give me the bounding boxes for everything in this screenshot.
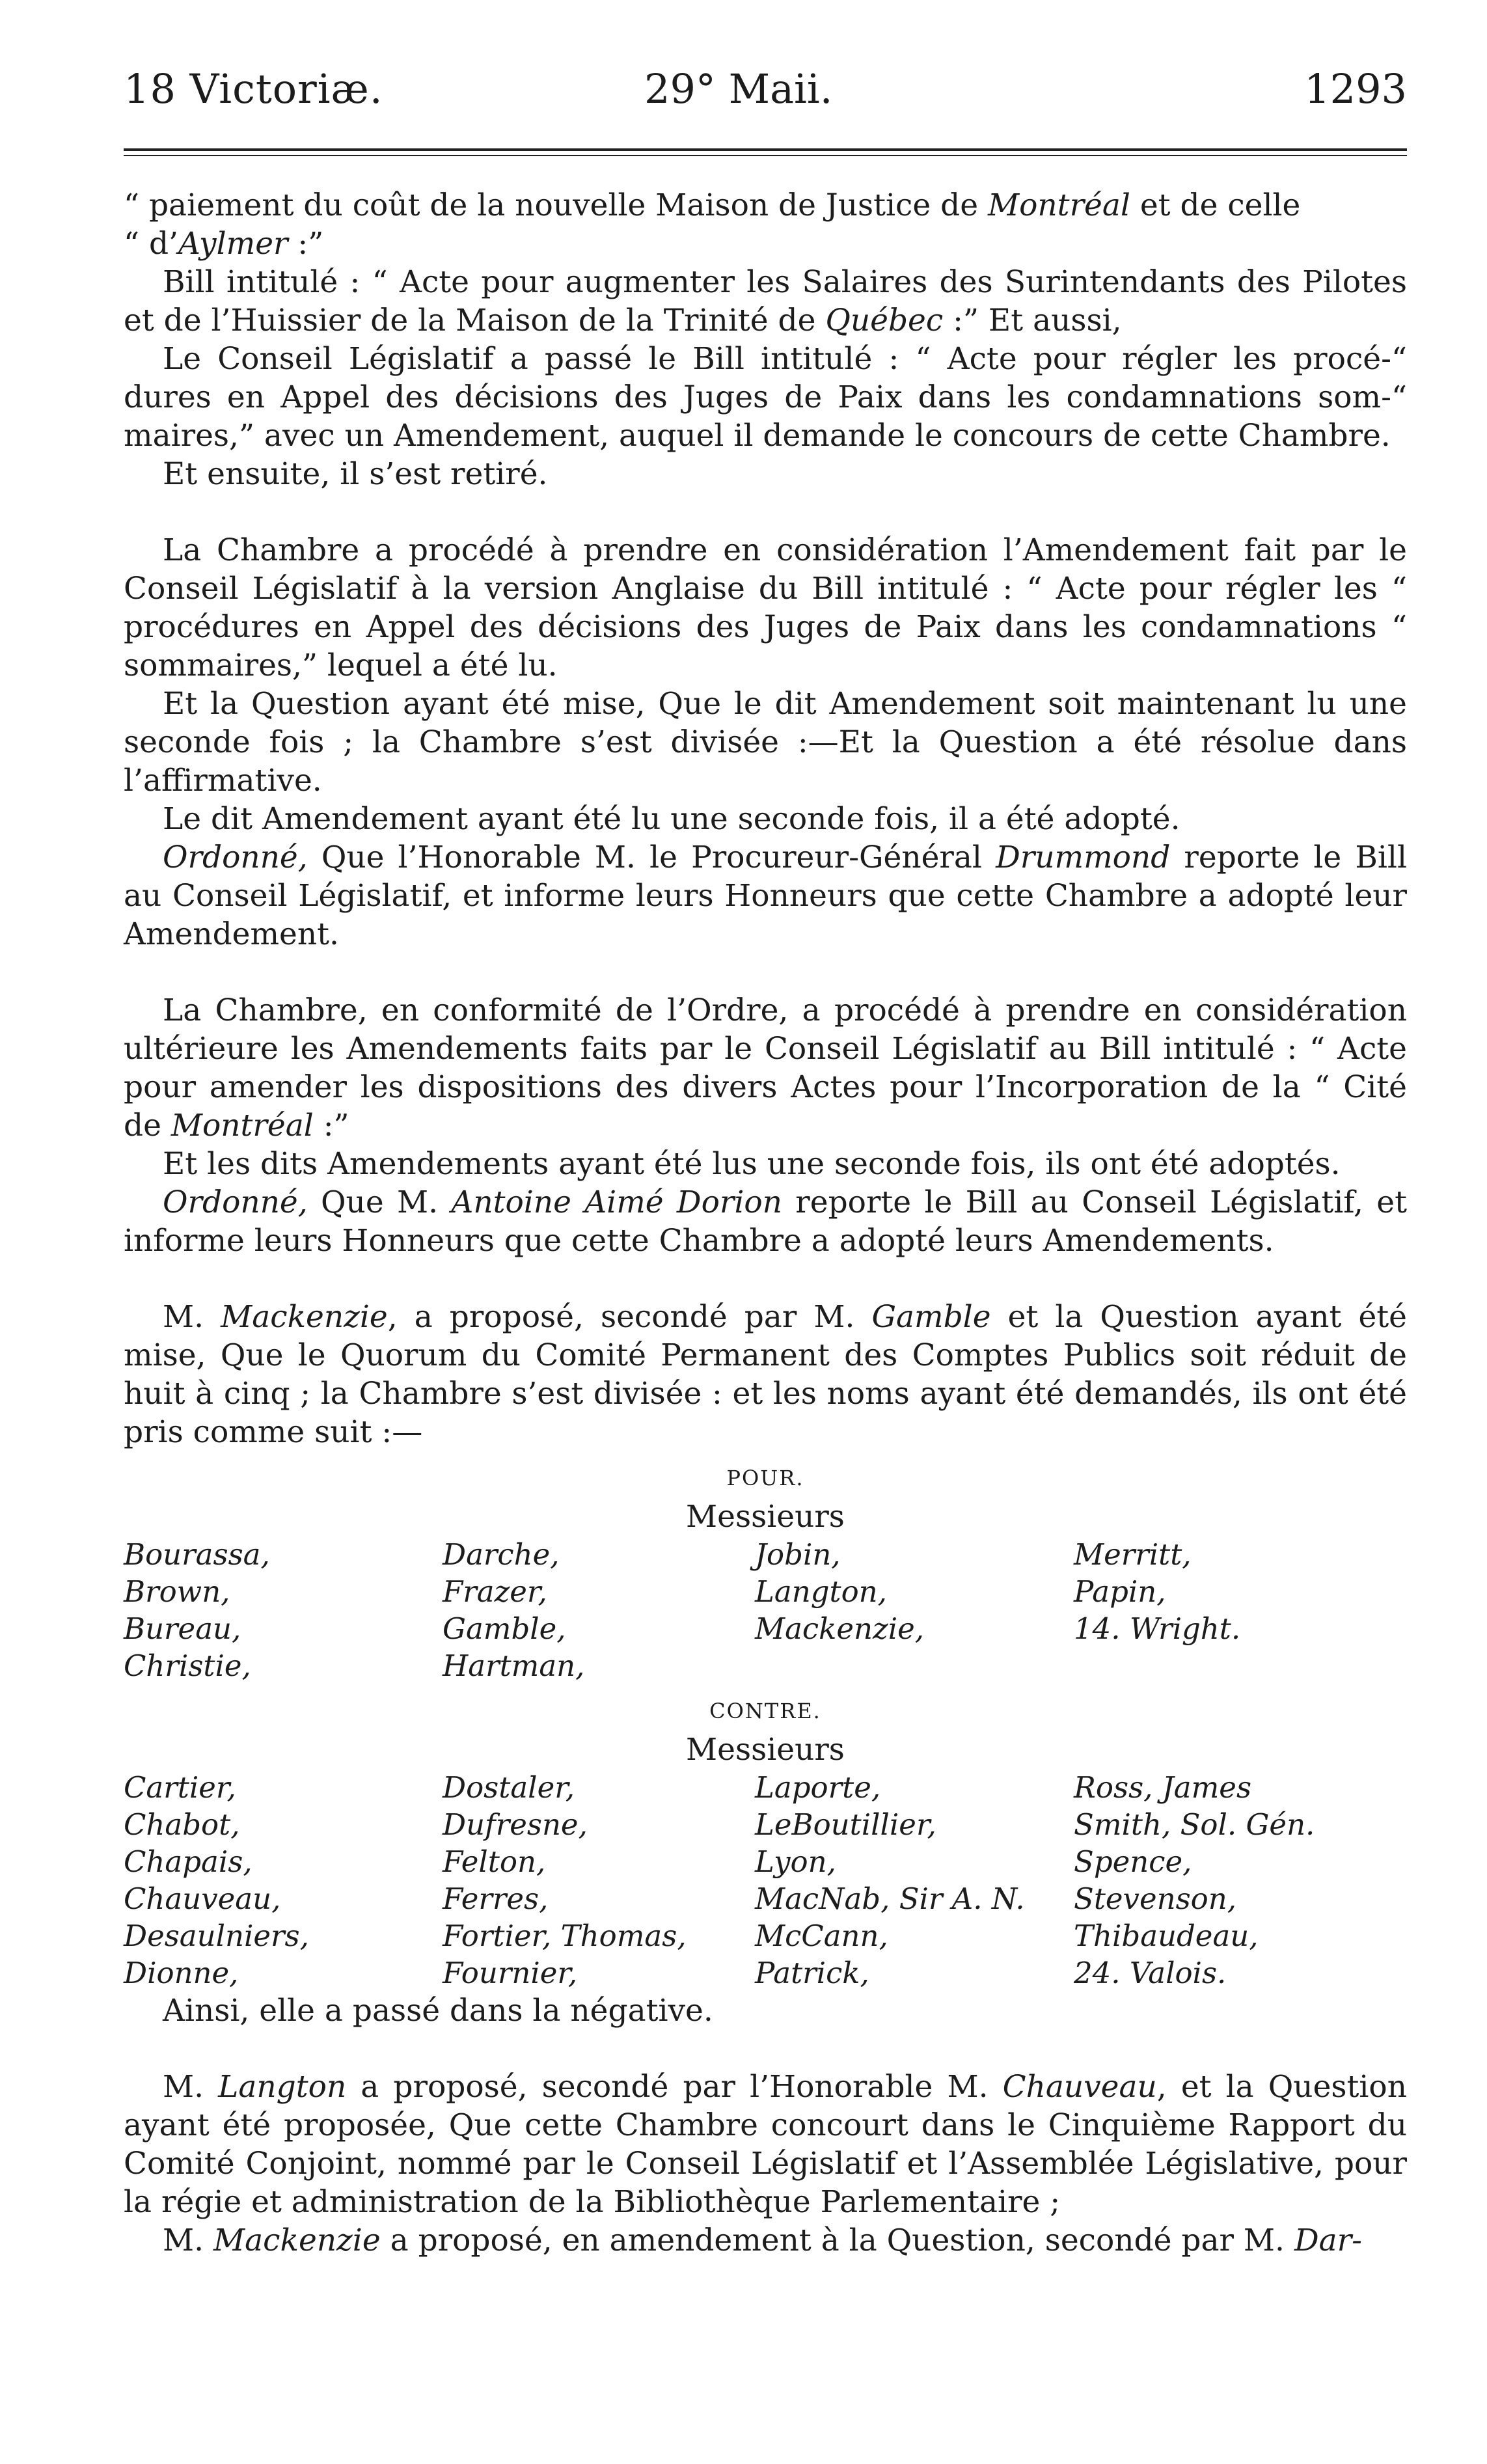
member-name: Ross, James xyxy=(1074,1770,1252,1805)
page-header xyxy=(124,52,1407,124)
member-name: Patrick, xyxy=(755,1956,869,1990)
page-number: 1293 xyxy=(1304,65,1407,113)
member-name: Chauveau, xyxy=(124,1882,281,1916)
member-name: Fournier, xyxy=(443,1956,578,1990)
paragraph: M. Mackenzie, a proposé, secondé par M. Gamble et la Question ayant été mise, Que le Quorum du Comité Permanent des Comptes Publics soit réduit de huit à cinq ; la Chambre s’est divisée : et les noms ayant été demandés, ils ont été pris comme suit :— xyxy=(124,1299,1407,1450)
member-name: Stevenson, xyxy=(1074,1882,1237,1916)
member-name: Smith, Sol. Gén. xyxy=(1074,1807,1315,1842)
member-name: Lyon, xyxy=(755,1844,836,1879)
vote-table-contre xyxy=(124,1769,1407,1992)
member-name: Merritt, xyxy=(1074,1537,1192,1572)
vote-row xyxy=(124,1954,1407,1992)
header-rule xyxy=(124,148,1407,156)
member-name xyxy=(1074,1647,1407,1684)
vote-row xyxy=(124,1573,1407,1610)
paragraph: M. Mackenzie a proposé, en amendement à la Question, secondé par M. Dar- xyxy=(163,2223,1362,2258)
member-name: Laporte, xyxy=(755,1770,881,1805)
vote-heading-messieurs: Messieurs xyxy=(686,1732,845,1768)
member-name: Ferres, xyxy=(443,1882,549,1916)
paragraph: Bill intitulé : “ Acte pour augmenter les Salaires des Surintendants des Pilotes et de l’Huissier de la Maison de la Trinité de Québec :” Et aussi, xyxy=(124,264,1407,338)
member-name: Christie, xyxy=(124,1649,251,1683)
paragraph: Le Conseil Législatif a passé le Bill intitulé : “ Acte pour régler les procé-“ dures en Appel des décisions des Juges de Paix dans les condamnations som-“ maires,” avec un Amendement, auquel il demande le concours de cette Chambre. xyxy=(124,341,1407,454)
paragraph: M. Langton a proposé, secondé par l’Honorable M. Chauveau, et la Question ayant été proposée, Que cette Chambre concourt dans le Cinquième Rapport du Comité Conjoint, nommé par le Conseil Législatif et l’Assemblée Législative, pour la régie et administration de la Bibliothèque Parlementaire ; xyxy=(124,2069,1407,2220)
paragraph: Et ensuite, il s’est retiré. xyxy=(163,456,548,492)
member-name: LeBoutillier, xyxy=(755,1807,936,1842)
member-name: Jobin, xyxy=(755,1537,841,1572)
vote-table-pour xyxy=(124,1536,1407,1684)
member-name: Bourassa, xyxy=(124,1537,270,1572)
vote-label-contre: CONTRE. xyxy=(709,1699,821,1723)
paragraph: Et la Question ayant été mise, Que le dit Amendement soit maintenant lu une seconde fois ; la Chambre s’est divisée :—Et la Question a été résolue dans l’affirmative. xyxy=(124,686,1407,799)
document-body xyxy=(124,186,1407,2260)
member-name: Bureau, xyxy=(124,1611,241,1646)
member-name: Thibaudeau, xyxy=(1074,1919,1259,1953)
member-name: Langton, xyxy=(755,1574,887,1609)
member-name: Desaulniers, xyxy=(124,1919,309,1953)
header-session: 18 Victoriæ. xyxy=(124,65,383,113)
vote-row xyxy=(124,1880,1407,1917)
member-name: Dufresne, xyxy=(443,1807,588,1842)
paragraph: La Chambre a procédé à prendre en considération l’Amendement fait par le Conseil Législatif à la version Anglaise du Bill intitulé : “ Acte pour régler les “ procédures en Appel des décisions des Juges de Paix dans les condamnations “ sommaires,” lequel a été lu. xyxy=(124,532,1407,683)
vote-row xyxy=(124,1647,1407,1684)
member-name: Chapais, xyxy=(124,1844,252,1879)
vote-label-pour: POUR. xyxy=(726,1466,804,1490)
vote-row xyxy=(124,1917,1407,1954)
member-name: 14. Wright. xyxy=(1074,1611,1241,1646)
paragraph: Ordonné, Que l’Honorable M. le Procureur-Général Drummond reporte le Bill au Conseil Législatif, et informe leurs Honneurs que cette Chambre a adopté leur Amendement. xyxy=(124,840,1407,952)
member-name: Dostaler, xyxy=(443,1770,575,1805)
member-name: McCann, xyxy=(755,1919,888,1953)
member-name: Brown, xyxy=(124,1574,230,1609)
member-name: Hartman, xyxy=(443,1649,585,1683)
member-name: Dionne, xyxy=(124,1956,239,1990)
vote-row xyxy=(124,1843,1407,1880)
member-name: Fortier, Thomas, xyxy=(443,1919,687,1953)
member-name: 24. Valois. xyxy=(1074,1956,1227,1990)
paragraph: Ainsi, elle a passé dans la négative. xyxy=(163,1993,713,2029)
vote-row xyxy=(124,1610,1407,1647)
member-name: MacNab, Sir A. N. xyxy=(755,1882,1025,1916)
paragraph: La Chambre, en conformité de l’Ordre, a procédé à prendre en considération ultérieure les Amendements faits par le Conseil Législatif au Bill intitulé : “ Acte pour amender les dispositions des divers Actes pour l’Incorporation de la “ Cité de Montréal :” xyxy=(124,992,1407,1143)
paragraph: Et les dits Amendements ayant été lus une seconde fois, ils ont été adoptés. xyxy=(163,1146,1341,1182)
page xyxy=(124,52,1407,2260)
header-date: 29° Maii. xyxy=(644,65,833,113)
member-name: Mackenzie, xyxy=(755,1611,925,1646)
member-name: Darche, xyxy=(443,1537,560,1572)
member-name xyxy=(755,1647,1074,1684)
paragraph: Ordonné, Que M. Antoine Aimé Dorion reporte le Bill au Conseil Législatif, et informe leurs Honneurs que cette Chambre a adopté leurs Amendements. xyxy=(124,1184,1407,1259)
member-name: Gamble, xyxy=(443,1611,566,1646)
member-name: Felton, xyxy=(443,1844,546,1879)
member-name: Frazer, xyxy=(443,1574,547,1609)
member-name: Cartier, xyxy=(124,1770,236,1805)
vote-heading-messieurs: Messieurs xyxy=(686,1499,845,1535)
member-name: Spence, xyxy=(1074,1844,1192,1879)
member-name: Chabot, xyxy=(124,1807,240,1842)
paragraph: “ paiement du coût de la nouvelle Maison de Justice de Montréal et de celle “ d’Aylmer :” xyxy=(124,187,1301,262)
vote-row xyxy=(124,1769,1407,1806)
member-name: Papin, xyxy=(1074,1574,1166,1609)
vote-row xyxy=(124,1806,1407,1843)
paragraph: Le dit Amendement ayant été lu une seconde fois, il a été adopté. xyxy=(163,801,1180,837)
vote-row xyxy=(124,1536,1407,1573)
